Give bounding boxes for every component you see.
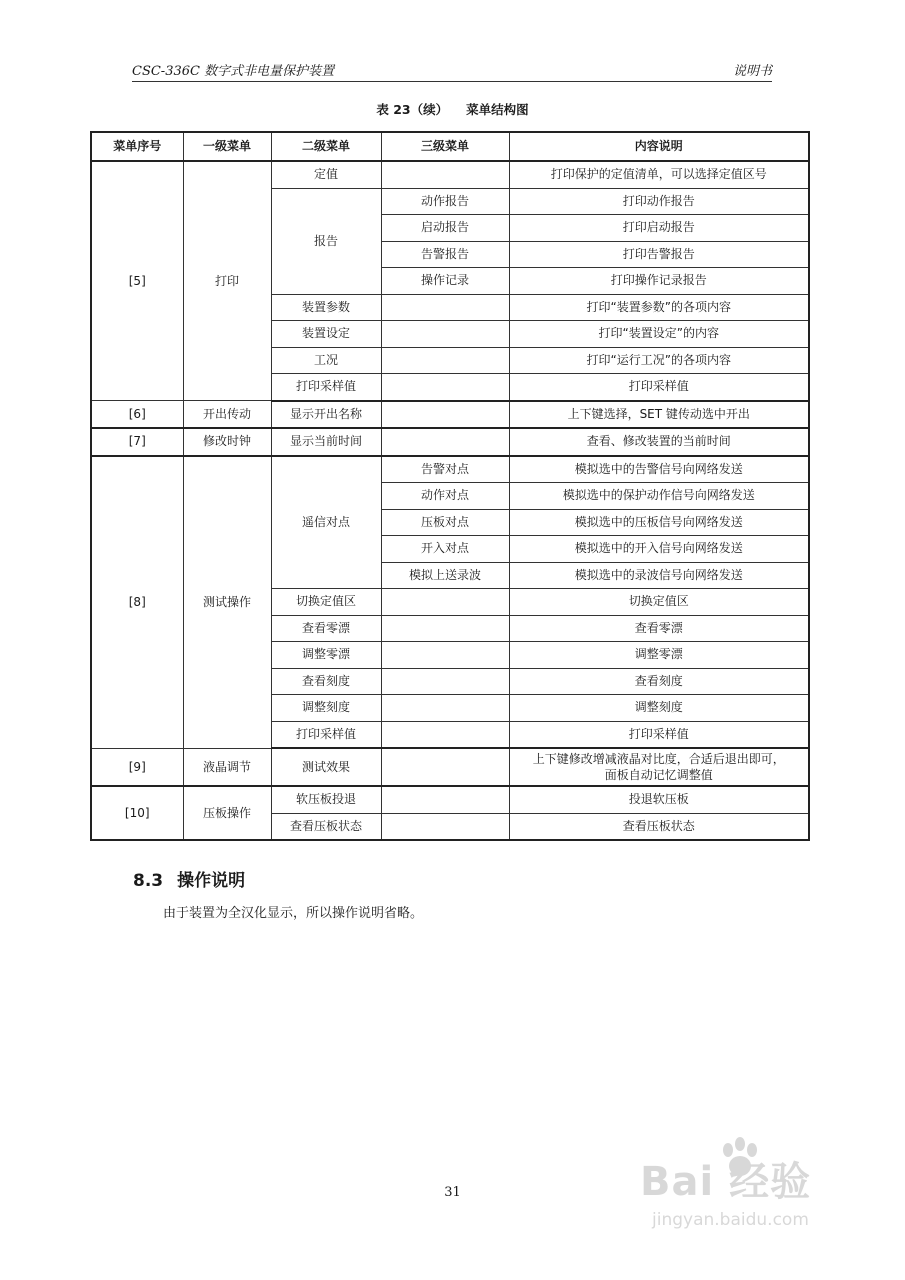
description-cell: 打印采样值 xyxy=(509,374,809,401)
level2-cell: 查看零漂 xyxy=(271,615,381,642)
description-cell: 上下键选择，SET 键传动选中开出 xyxy=(509,401,809,429)
level3-cell: 开入对点 xyxy=(381,536,509,563)
level3-cell: 告警报告 xyxy=(381,241,509,268)
description-cell xyxy=(509,748,809,786)
baidu-jingyan-watermark xyxy=(640,1150,860,1250)
description-cell: 打印“装置设定”的内容 xyxy=(509,321,809,348)
description-cell: 调整刻度 xyxy=(509,695,809,722)
table-row xyxy=(91,748,809,786)
header-rule xyxy=(132,81,772,82)
description-line-1: 上下键修改增减液晶对比度，合适后退出即可， xyxy=(532,752,785,766)
watermark-logo: Bai 经验 xyxy=(640,1159,812,1205)
level2-cell: 遥信对点 xyxy=(271,456,381,589)
section-number: 8.3 xyxy=(133,871,164,891)
level3-cell xyxy=(381,615,509,642)
description-cell: 打印采样值 xyxy=(509,721,809,748)
level3-cell xyxy=(381,813,509,840)
menu-no-cell: [10] xyxy=(91,786,183,840)
description-cell: 切换定值区 xyxy=(509,589,809,616)
level3-cell xyxy=(381,786,509,813)
level3-cell xyxy=(381,589,509,616)
col-header-level2: 二级菜单 xyxy=(271,132,381,161)
table-caption xyxy=(0,100,905,118)
header-document-title: CSC-336C 数字式非电量保护装置 xyxy=(132,64,335,79)
description-cell: 打印“装置参数”的各项内容 xyxy=(509,294,809,321)
level1-cell: 压板操作 xyxy=(183,786,271,840)
level3-cell xyxy=(381,668,509,695)
level1-cell: 液晶调节 xyxy=(183,748,271,786)
section-heading xyxy=(133,866,245,891)
level2-cell: 报告 xyxy=(271,188,381,294)
menu-no-cell: [5] xyxy=(91,161,183,401)
description-cell: 模拟选中的保护动作信号向网络发送 xyxy=(509,483,809,510)
level2-cell: 显示当前时间 xyxy=(271,428,381,456)
page-number: 31 xyxy=(444,1185,461,1200)
level3-cell xyxy=(381,748,509,786)
level2-cell: 查看压板状态 xyxy=(271,813,381,840)
level3-cell: 操作记录 xyxy=(381,268,509,295)
table-row xyxy=(91,401,809,429)
level3-cell: 动作报告 xyxy=(381,188,509,215)
level3-cell xyxy=(381,374,509,401)
level3-cell: 模拟上送录波 xyxy=(381,562,509,589)
level1-cell: 打印 xyxy=(183,161,271,401)
table-caption-label: 表 23（续） xyxy=(376,102,449,117)
col-header-level3: 三级菜单 xyxy=(381,132,509,161)
level1-cell: 修改时钟 xyxy=(183,428,271,456)
menu-no-cell: [9] xyxy=(91,748,183,786)
table-row xyxy=(91,161,809,188)
description-cell: 模拟选中的压板信号向网络发送 xyxy=(509,509,809,536)
level2-cell: 装置设定 xyxy=(271,321,381,348)
description-cell: 模拟选中的开入信号向网络发送 xyxy=(509,536,809,563)
level2-cell: 打印采样值 xyxy=(271,721,381,748)
description-cell: 打印启动报告 xyxy=(509,215,809,242)
description-cell: 打印保护的定值清单，可以选择定值区号 xyxy=(509,161,809,188)
level3-cell xyxy=(381,347,509,374)
description-cell: 打印“运行工况”的各项内容 xyxy=(509,347,809,374)
header-document-type: 说明书 xyxy=(732,64,772,79)
description-cell: 查看零漂 xyxy=(509,615,809,642)
description-cell: 投退软压板 xyxy=(509,786,809,813)
table-caption-name: 菜单结构图 xyxy=(466,102,529,117)
description-cell: 查看刻度 xyxy=(509,668,809,695)
level3-cell xyxy=(381,161,509,188)
level3-cell: 压板对点 xyxy=(381,509,509,536)
col-header-level1: 一级菜单 xyxy=(183,132,271,161)
description-cell: 打印操作记录报告 xyxy=(509,268,809,295)
level1-cell: 开出传动 xyxy=(183,401,271,429)
level2-cell: 打印采样值 xyxy=(271,374,381,401)
level3-cell xyxy=(381,642,509,669)
description-cell: 查看压板状态 xyxy=(509,813,809,840)
level3-cell xyxy=(381,294,509,321)
table-row xyxy=(91,428,809,456)
description-cell: 模拟选中的告警信号向网络发送 xyxy=(509,456,809,483)
level2-cell: 定值 xyxy=(271,161,381,188)
table-row xyxy=(91,456,809,483)
level2-cell: 测试效果 xyxy=(271,748,381,786)
watermark-url: jingyan.baidu.com xyxy=(652,1210,809,1230)
level3-cell xyxy=(381,428,509,456)
level3-cell xyxy=(381,321,509,348)
description-cell: 打印告警报告 xyxy=(509,241,809,268)
table-row xyxy=(91,786,809,813)
level2-cell: 切换定值区 xyxy=(271,589,381,616)
level2-cell: 查看刻度 xyxy=(271,668,381,695)
menu-no-cell: [8] xyxy=(91,456,183,749)
description-line-2: 面板自动记忆调整值 xyxy=(604,768,713,782)
level2-cell: 显示开出名称 xyxy=(271,401,381,429)
level3-cell: 告警对点 xyxy=(381,456,509,483)
menu-structure-table xyxy=(90,131,810,841)
menu-no-cell: [7] xyxy=(91,428,183,456)
level2-cell: 软压板投退 xyxy=(271,786,381,813)
col-header-description: 内容说明 xyxy=(509,132,809,161)
level1-cell: 测试操作 xyxy=(183,456,271,749)
description-cell: 调整零漂 xyxy=(509,642,809,669)
level3-cell xyxy=(381,695,509,722)
section-title: 操作说明 xyxy=(177,871,246,891)
description-cell: 打印动作报告 xyxy=(509,188,809,215)
level3-cell xyxy=(381,721,509,748)
description-cell: 模拟选中的录波信号向网络发送 xyxy=(509,562,809,589)
level2-cell: 调整刻度 xyxy=(271,695,381,722)
level3-cell: 动作对点 xyxy=(381,483,509,510)
description-cell: 查看、修改装置的当前时间 xyxy=(509,428,809,456)
level2-cell: 调整零漂 xyxy=(271,642,381,669)
level3-cell xyxy=(381,401,509,429)
level2-cell: 装置参数 xyxy=(271,294,381,321)
col-header-menu-no: 菜单序号 xyxy=(91,132,183,161)
running-header xyxy=(132,60,772,80)
level3-cell: 启动报告 xyxy=(381,215,509,242)
section-body-text: 由于装置为全汉化显示，所以操作说明省略。 xyxy=(163,906,424,921)
level2-cell: 工况 xyxy=(271,347,381,374)
menu-no-cell: [6] xyxy=(91,401,183,429)
table-header-row xyxy=(91,132,809,161)
